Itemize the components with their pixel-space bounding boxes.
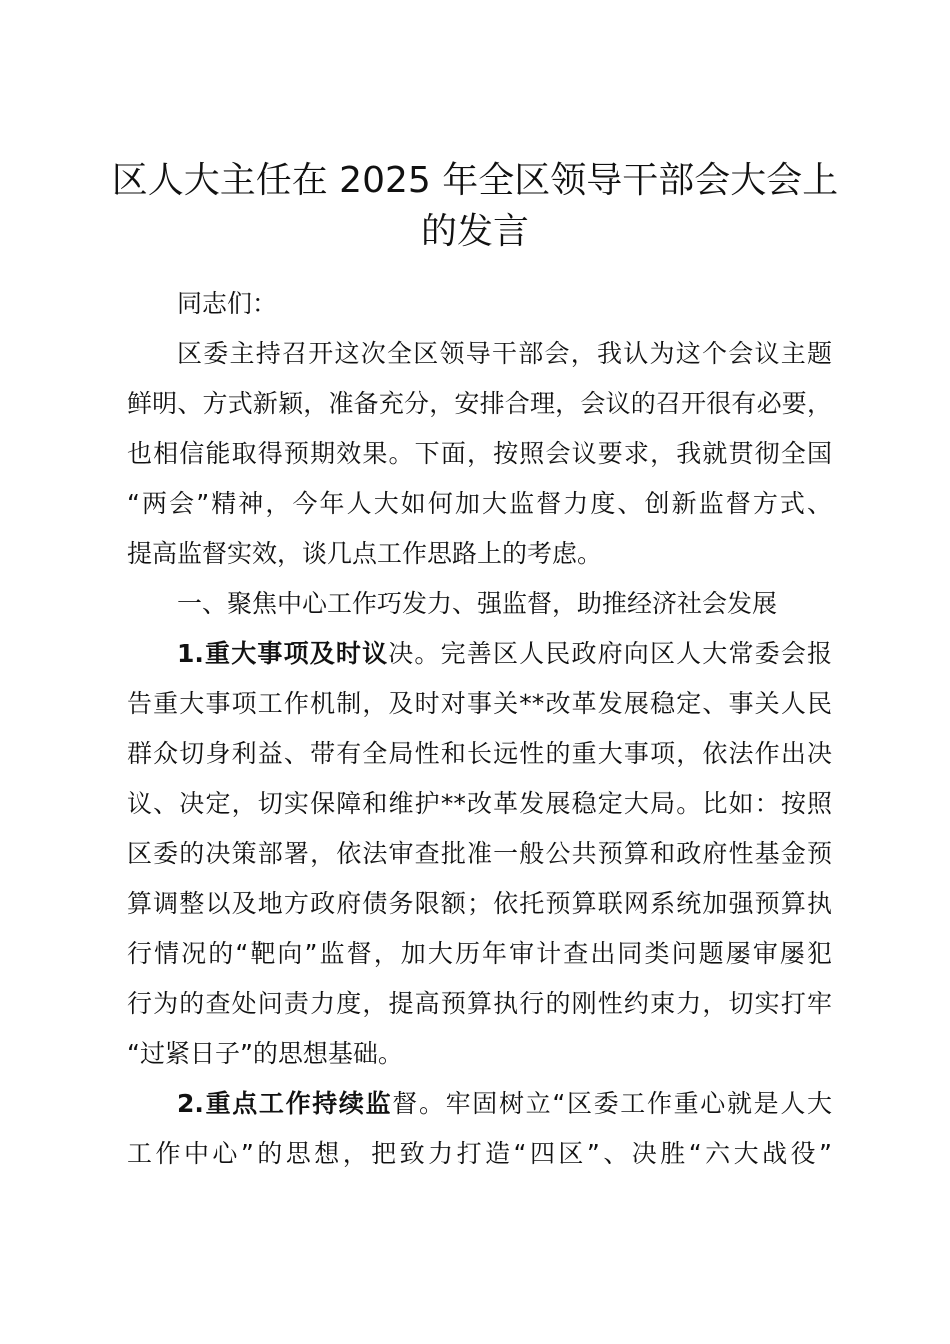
document-title-line-2: 的发言 [420, 211, 529, 252]
intro-line-3: 也相信能取得预期效果。下面，按照会议要求，我就贯彻全国 [127, 439, 832, 468]
item-1-first-line [177, 638, 832, 670]
item-1-line-5: 区委的决策部署，依法审查批准一般公共预算和政府性基金预 [127, 839, 832, 868]
item-1-line-9: “过紧日子”的思想基础。 [127, 1039, 403, 1068]
item-1-first-text: 决。完善区人民政府向区人大常委会报 [388, 639, 832, 668]
item-2-first-line [177, 1088, 832, 1120]
item-2-line-2: 工作中心”的思想，把致力打造“四区”、决胜“六大战役” [127, 1139, 832, 1168]
item-2-heading: 2.重点工作持续监 [177, 1089, 393, 1118]
document-title-line-1: 区人大主任在 2025 年全区领导干部会大会上 [111, 160, 839, 201]
item-1-line-3: 群众切身利益、带有全局性和长远性的重大事项，依法作出决 [127, 739, 832, 768]
item-1-line-4: 议、决定，切实保障和维护**改革发展稳定大局。比如：按照 [127, 789, 832, 818]
item-1-line-2: 告重大事项工作机制，及时对事关**改革发展稳定、事关人民 [127, 689, 832, 718]
intro-line-1: 区委主持召开这次全区领导干部会，我认为这个会议主题 [177, 339, 832, 368]
section-1-heading: 一、聚焦中心工作巧发力、强监督，助推经济社会发展 [177, 589, 778, 618]
item-1-line-7: 行情况的“靶向”监督，加大历年审计查出同类问题屡审屡犯 [127, 939, 832, 968]
item-1-heading: 1.重大事项及时议 [177, 639, 389, 668]
intro-line-2: 鲜明、方式新颖，准备充分，安排合理，会议的召开很有必要， [127, 389, 832, 418]
item-1-line-8: 行为的查处问责力度，提高预算执行的刚性约束力，切实打牢 [127, 989, 832, 1018]
item-1-line-6: 算调整以及地方政府债务限额；依托预算联网系统加强预算执 [127, 889, 832, 918]
item-2-first-text: 督。牢固树立“区委工作重心就是人大 [392, 1089, 832, 1118]
intro-line-5: 提高监督实效，谈几点工作思路上的考虑。 [127, 539, 603, 568]
salutation: 同志们： [177, 289, 278, 318]
intro-line-4: “两会”精神，今年人大如何加大监督力度、创新监督方式、 [127, 489, 832, 518]
